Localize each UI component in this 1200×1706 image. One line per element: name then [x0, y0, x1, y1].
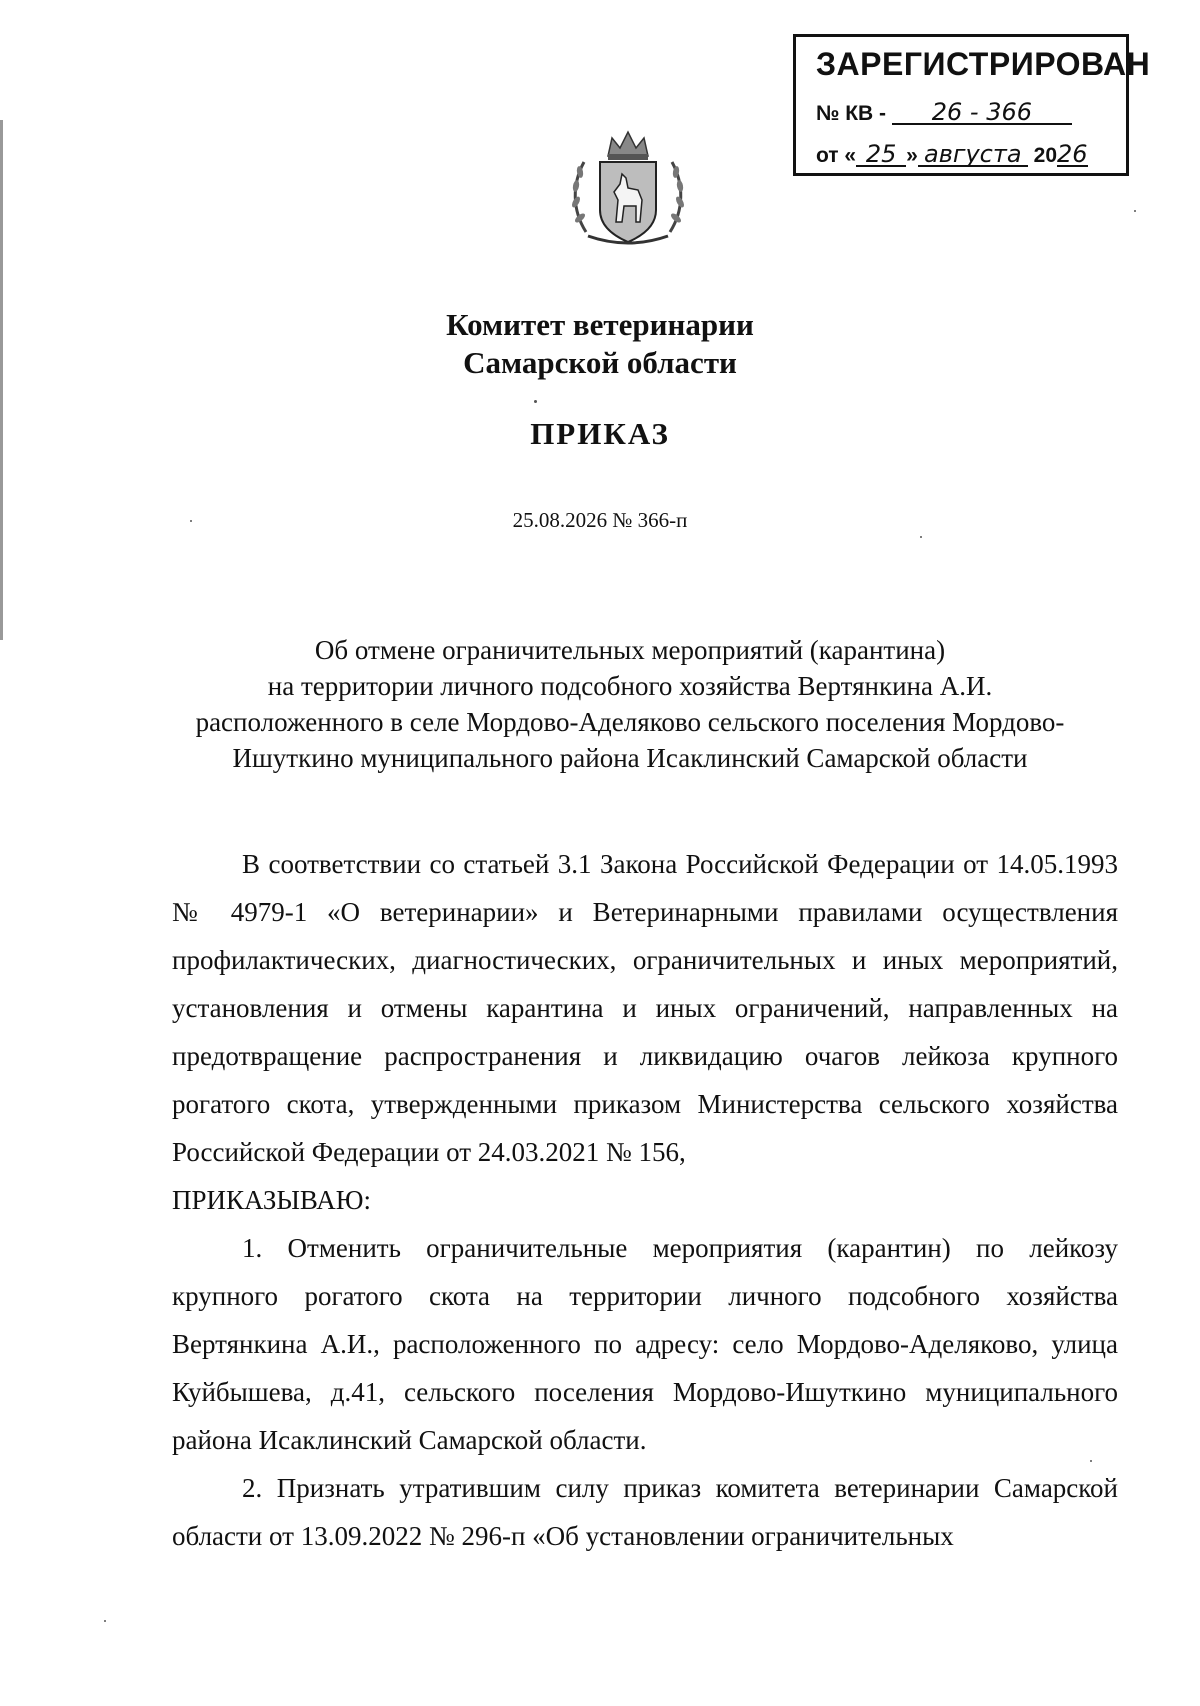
subject-line3: расположенного в селе Мордово-Аделяково сельского поселения Мордово-	[195, 707, 1065, 737]
document-body	[172, 840, 1118, 1560]
scan-speck	[190, 520, 192, 522]
order-item-1: 1. Отменить ограничительные мероприятия (карантин) по лейкозу крупного рогатого скота на территории личного подсобного хозяйства Вертянкина А.И., расположенного по адресу: село Мордово-Аделяково, улица Куйбышева, д.41, сельского поселения Мордово-Ишуткино муниципального района Исаклинский Самарской области.	[172, 1233, 1118, 1455]
organization-name-line1: Комитет ветеринарии	[446, 307, 754, 342]
preamble-paragraph: В соответствии со статьей 3.1 Закона Российской Федерации от 14.05.1993 № 4979-1 «О ветеринарии» и Ветеринарными правилами осуществления профилактических, диагностических, ограничительных и иных мероприятий, установления и отмены карантина и иных ограничений, направленных на предотвращение распространения и ликвидацию очагов лейкоза крупного рогатого скота, утвержденными приказом Министерства сельского хозяйства Российской Федерации от 24.03.2021 № 156,	[172, 849, 1118, 1167]
organization-name-line2: Самарской области	[463, 345, 737, 380]
stamp-date-year-printed: 20	[1033, 144, 1057, 167]
stamp-number-line	[816, 98, 1072, 126]
scan-speck	[920, 536, 922, 538]
stamp-number-label: № КВ -	[816, 102, 887, 125]
registration-stamp	[793, 34, 1151, 176]
stamp-date-month: августа	[918, 143, 1028, 167]
stamp-date-prefix: от «	[816, 144, 857, 167]
order-word: ПРИКАЗЫВАЮ:	[172, 1185, 371, 1215]
scan-speck	[104, 1620, 106, 1622]
scan-speck	[534, 400, 537, 403]
subject-line4: Ишуткино муниципального района Исаклинский Самарской области	[232, 743, 1028, 773]
scan-speck	[1090, 1460, 1092, 1462]
document-subject	[150, 632, 1110, 776]
document-date-number: 25.08.2026 № 366-п	[512, 508, 688, 532]
stamp-date-day: 25	[856, 143, 906, 167]
stamp-number-value: 26 - 366	[892, 101, 1072, 125]
stamp-date-mid: »	[906, 144, 918, 167]
organization-name	[0, 306, 1200, 382]
stamp-title: ЗАРЕГИСТРИРОВАН	[816, 46, 1151, 82]
document-type-title: ПРИКАЗ	[530, 416, 670, 451]
scan-speck	[1134, 210, 1136, 212]
order-item-2: 2. Признать утратившим силу приказ комитета ветеринарии Самарской области от 13.09.2022 № 296-п «Об установлении ограничительных	[172, 1473, 1118, 1551]
subject-line1: Об отмене ограничительных мероприятий (карантина)	[314, 635, 946, 665]
stamp-date-line	[816, 140, 1088, 168]
subject-line2: на территории личного подсобного хозяйства Вертянкина А.И.	[267, 671, 993, 701]
stamp-date-year-hand: 26	[1057, 140, 1088, 168]
samara-coat-of-arms-icon	[568, 122, 688, 252]
